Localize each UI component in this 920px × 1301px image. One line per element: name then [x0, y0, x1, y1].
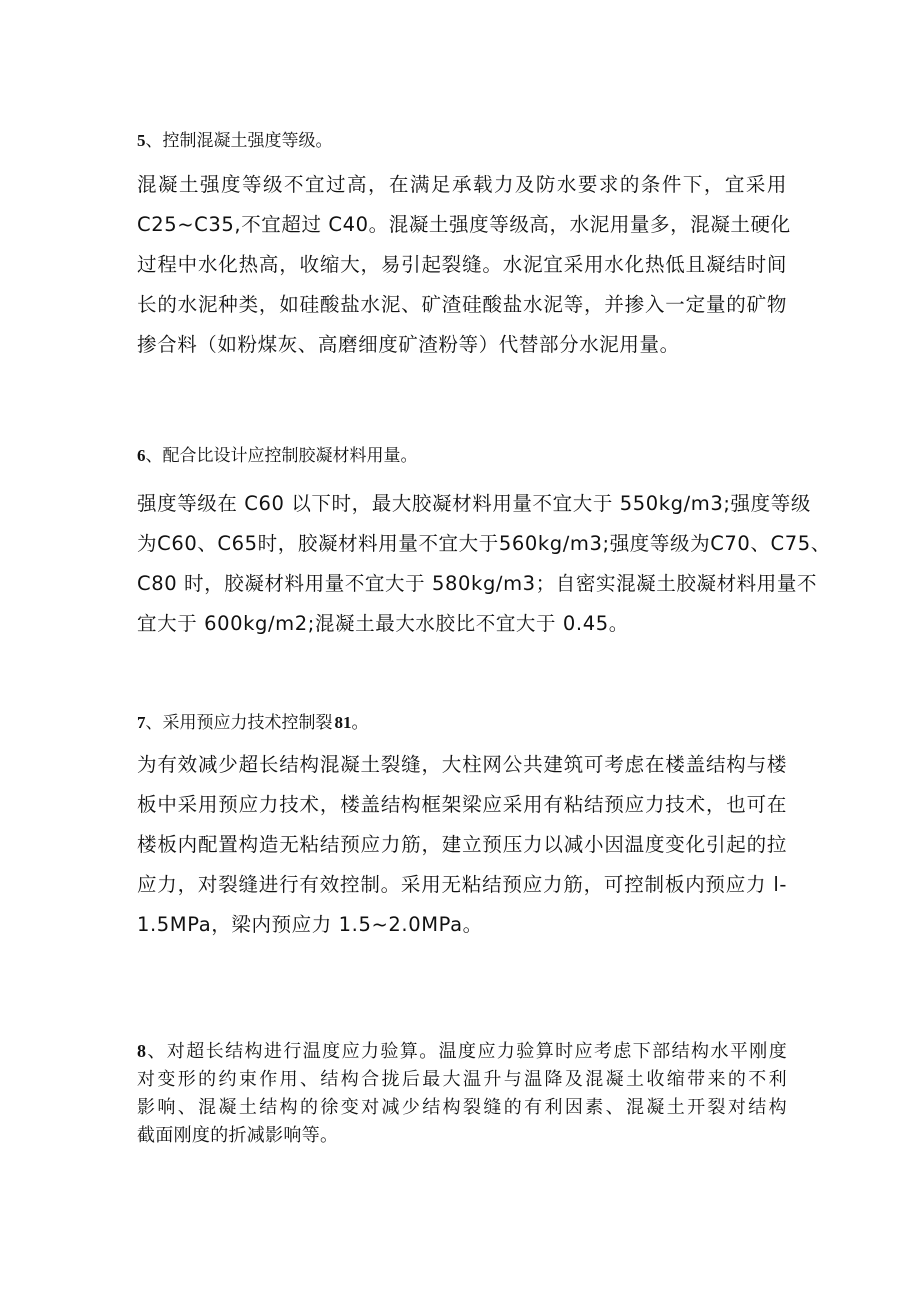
section-7-heading [137, 711, 369, 735]
paragraph-line: 宜大于 600kg∕m2;混凝土最大水胶比不宜大于 0.45。 [137, 612, 629, 635]
section-number: 5 [137, 131, 146, 150]
paragraph-line: 混凝土强度等级不宜过高，在满足承载力及防水要求的条件下，宜采用 [137, 173, 787, 196]
section-8-paragraph [137, 1037, 787, 1150]
paragraph-line: 影响、混凝土结构的徐变对减少结构裂缝的有利因素、混凝土开裂对结构 [137, 1097, 787, 1118]
section-7-paragraph [137, 745, 787, 945]
paragraph-line: 截面刚度的折减影响等。 [137, 1125, 339, 1146]
section-6-heading [137, 444, 418, 468]
paragraph-line: 板中采用预应力技术，楼盖结构框架梁应采用有粘结预应力技术，也可在 [137, 793, 787, 816]
section-6-paragraph [137, 484, 831, 644]
paragraph-line: 为C60、C65时，胶凝材料用量不宜大于560kg∕m3;强度等级为C70、C75、 [137, 532, 831, 555]
paragraph-line: 楼板内配置构造无粘结预应力筋，建立预压力以减小因温度变化引起的拉 [137, 833, 787, 856]
paragraph-line: C80 时，胶凝材料用量不宜大于 580kg∕m3；自密实混凝土胶凝材料用量不 [137, 572, 818, 595]
section-5-paragraph [137, 165, 791, 365]
paragraph-line: 为有效减少超长结构混凝土裂缝，大柱网公共建筑可考虑在楼盖结构与楼 [137, 753, 787, 776]
section-number: 6 [137, 446, 146, 465]
section-title-end: 。 [351, 713, 369, 733]
paragraph-line: C25~C35,不宜超过 C40。混凝土强度等级高，水泥用量多，混凝土硬化 [137, 213, 791, 236]
paragraph-line: 应力，对裂缝进行有效控制。采用无粘结预应力筋，可控制板内预应力 l- [137, 873, 787, 896]
section-title: 、配合比设计应控制胶凝材料用量。 [145, 446, 418, 466]
paragraph-line: 强度等级在 C60 以下时，最大胶凝材料用量不宜大于 550kg∕m3;强度等级 [137, 492, 811, 515]
section-5-heading [137, 129, 333, 153]
section-title: 、采用预应力技术控制裂 [145, 713, 333, 733]
section-number: 8 [137, 1041, 147, 1061]
paragraph-line: 对变形的约束作用、结构合拢后最大温升与温降及混凝土收缩带来的不利 [137, 1069, 787, 1090]
paragraph-line: 1.5MPa，梁内预应力 1.5~2.0MPa。 [137, 913, 483, 936]
paragraph-line: 过程中水化热高，收缩大，易引起裂缝。水泥宜采用水化热低且凝结时间 [137, 253, 787, 276]
section-title: 、控制混凝土强度等级。 [145, 131, 333, 151]
section-title-tail: 81 [334, 713, 352, 732]
paragraph-line: 长的水泥种类，如硅酸盐水泥、矿渣硅酸盐水泥等，并掺入一定量的矿物 [137, 293, 787, 316]
paragraph-line: 掺合料（如粉煤灰、高磨细度矿渣粉等）代替部分水泥用量。 [137, 333, 680, 356]
paragraph-line [137, 1037, 787, 1066]
paragraph-line-text: 、对超长结构进行温度应力验算。温度应力验算时应考虑下部结构水平刚度 [146, 1041, 787, 1062]
section-number: 7 [137, 713, 146, 732]
